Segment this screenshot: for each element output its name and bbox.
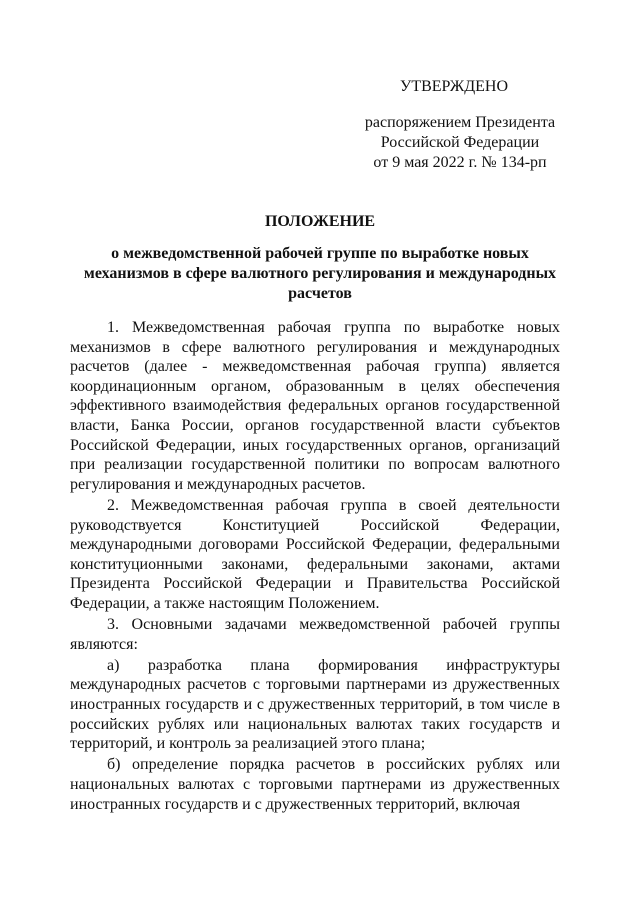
approval-line-3: от 9 мая 2022 г. № 134-рп [373, 154, 547, 171]
document-body [70, 318, 560, 816]
paragraph-2: 2. Межведомственная рабочая группа в своей деятельности руководствуется Конституцией Российской Федерации, международными договорами Российской Федерации, федеральными конституционными законами, федеральными законами, актами Президента Российской Федерации и Правительства Российской Федерации, а также настоящим Положением. [70, 496, 560, 612]
approval-line-2: Российской Федерации [380, 134, 540, 151]
paragraph-3: 3. Основными задачами межведомственной рабочей группы являются: [70, 616, 560, 653]
approval-stamp [355, 77, 565, 173]
paragraph-3b: б) определение порядка расчетов в российских рублях или национальных валютах с торговыми партнерами из дружественных иностранных государств и с дружественных территорий, включая [70, 756, 560, 813]
document-title: ПОЛОЖЕНИЕ [264, 213, 376, 230]
paragraph-3a: а) разработка плана формирования инфраструктуры международных расчетов с торговыми партнерами из дружественных иностранных государств и с дружественных территорий, в том числе в российских рублях или национальных валютах таких государств и территорий, и контроль за реализацией этого плана; [70, 656, 560, 753]
document-subtitle: о межведомственной рабочей группе по выработке новых механизмов в сфере валютного регулирования и международных расчетов [83, 245, 557, 302]
document-title-block [70, 212, 570, 304]
paragraph-1: 1. Межведомственная рабочая группа по выработке новых механизмов в сфере валютного регулирования и международных расчетов (далее - межведомственная рабочая группа) является координационным органом, образованным в целях обеспечения эффективного взаимодействия федеральных органов государственной власти, Банка России, органов государственной власти субъектов Российской Федерации, иных государственных органов, организаций при реализации государственной политики по вопросам валютного регулирования и международных расчетов. [70, 319, 560, 493]
approval-line-1: распоряжением Президента [364, 114, 556, 131]
approval-heading: УТВЕРЖДЕНО [400, 78, 509, 95]
